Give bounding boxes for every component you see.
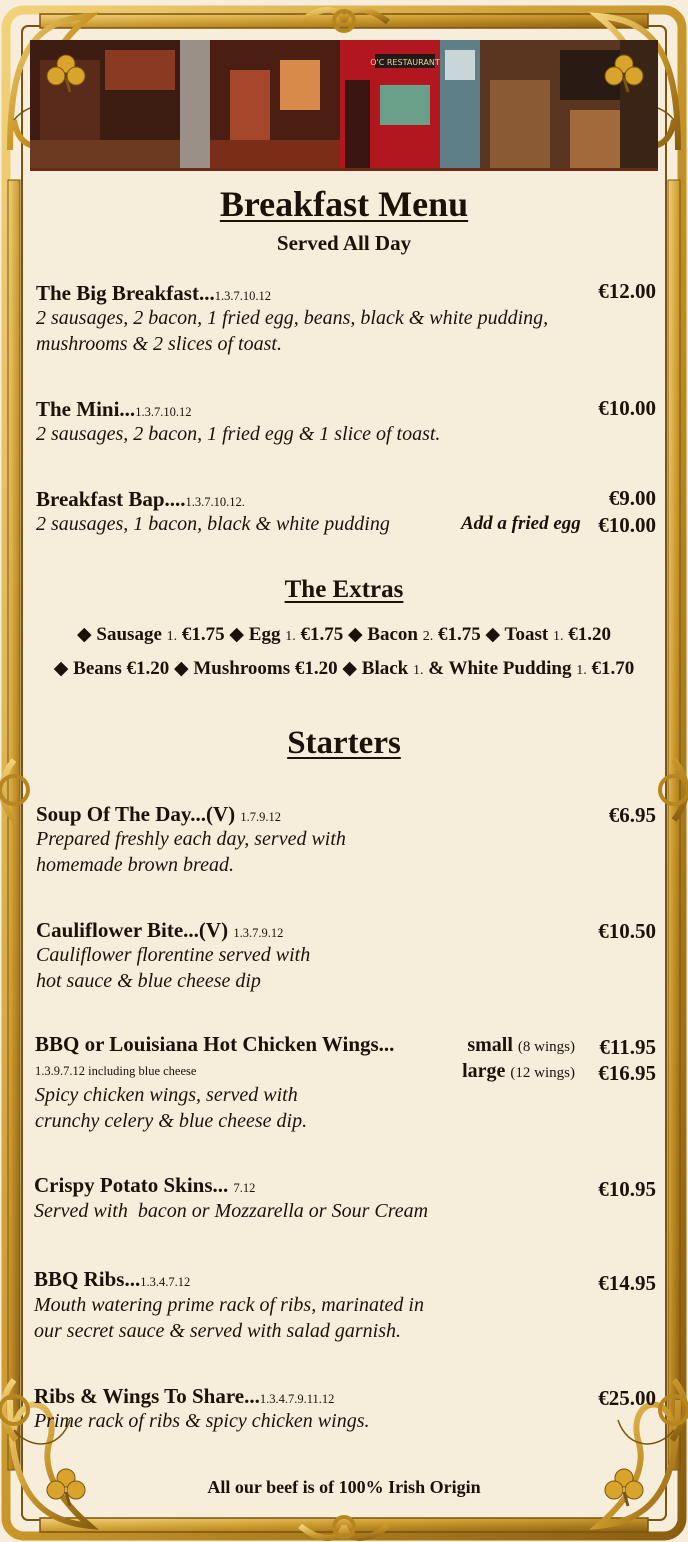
- allergen-codes: 1.7.9.12: [240, 810, 282, 824]
- menu-item-cauliflower-bite: Cauliflower Bite...(V) 1.3.7.9.12: [36, 918, 284, 942]
- addon-price: €10.00: [598, 513, 656, 537]
- price-small: €11.95: [599, 1035, 656, 1059]
- menu-item-soup: Soup Of The Day...(V) 1.7.9.12: [36, 802, 282, 826]
- pub-photo-banner: [30, 40, 658, 171]
- size-large: large (12 wings): [462, 1060, 575, 1082]
- extras-row-2: ◆ Beans €1.20 ◆ Mushrooms €1.20 ◆ Black 1. & White Pudding 1. €1.70: [53, 658, 635, 679]
- allergen-codes: 1.3.7.10.12: [214, 289, 271, 303]
- item-description: hot sauce & blue cheese dip: [36, 970, 261, 992]
- shamrock-icon: [44, 52, 88, 96]
- extras-row-1: ◆ Sausage 1. €1.75 ◆ Egg 1. €1.75 ◆ Bacon 2. €1.75 ◆ Toast 1. €1.20: [77, 624, 611, 645]
- allergen-codes: 7.12: [233, 1181, 256, 1195]
- price: €6.95: [608, 803, 656, 827]
- item-description: homemade brown bread.: [36, 854, 234, 876]
- item-description: Served with bacon or Mozzarella or Sour Cream: [34, 1200, 429, 1222]
- price: €14.95: [598, 1271, 656, 1295]
- addon-label: Add a fried egg: [461, 513, 581, 534]
- footer-note: All our beef is of 100% Irish Origin: [207, 1477, 481, 1497]
- item-description: Mouth watering prime rack of ribs, marinated in: [34, 1294, 424, 1316]
- price: €10.00: [598, 396, 656, 420]
- menu-item-mini: The Mini...1.3.7.10.12: [36, 397, 192, 421]
- item-description: 2 sausages, 2 bacon, 1 fried egg & 1 slice of toast.: [36, 423, 441, 445]
- extras-heading: The Extras: [284, 576, 404, 603]
- allergen-codes: 1.3.7.10.12: [135, 405, 192, 419]
- price: €12.00: [598, 279, 656, 303]
- menu-item-big-breakfast: The Big Breakfast...1.3.7.10.12: [36, 281, 271, 305]
- menu-item-breakfast-bap: Breakfast Bap....1.3.7.10.12.: [36, 487, 245, 511]
- menu-item-ribs-and-wings: Ribs & Wings To Share...1.3.4.7.9.11.12: [34, 1384, 335, 1408]
- price: €10.50: [598, 919, 656, 943]
- item-description: Prepared freshly each day, served with: [36, 828, 346, 850]
- price: €9.00: [608, 486, 656, 510]
- price: €10.95: [598, 1177, 656, 1201]
- allergen-codes: 1.3.9.7.12 including blue cheese: [35, 1064, 197, 1078]
- menu-item-bbq-ribs: BBQ Ribs...1.3.4.7.12: [34, 1267, 191, 1291]
- menu-item-potato-skins: Crispy Potato Skins... 7.12: [34, 1173, 256, 1197]
- item-description: Cauliflower florentine served with: [36, 944, 311, 966]
- page-subtitle: Served All Day: [276, 231, 412, 255]
- allergen-codes: 1.3.4.7.12: [140, 1275, 191, 1289]
- shamrock-icon: [602, 52, 646, 96]
- starters-heading: Starters: [287, 725, 401, 761]
- price-large: €16.95: [598, 1061, 656, 1085]
- price: €25.00: [598, 1386, 656, 1410]
- item-description: 2 sausages, 1 bacon, black & white pudding: [36, 513, 390, 535]
- item-description: Prime rack of ribs & spicy chicken wings.: [34, 1410, 370, 1432]
- item-description: Spicy chicken wings, served with: [35, 1084, 298, 1106]
- allergen-codes: 1.3.4.7.9.11.12: [259, 1392, 335, 1406]
- allergen-codes: 1.3.7.9.12: [233, 926, 284, 940]
- item-description: our secret sauce & served with salad garnish.: [34, 1320, 402, 1342]
- allergen-codes: 1.3.7.10.12.: [185, 495, 245, 509]
- menu-item-chicken-wings: BBQ or Louisiana Hot Chicken Wings...: [35, 1032, 395, 1056]
- size-small: small (8 wings): [467, 1034, 575, 1056]
- item-description: crunchy celery & blue cheese dip.: [35, 1110, 308, 1132]
- page-title: Breakfast Menu: [219, 184, 469, 224]
- shop-sign: O'C RESTAURANT: [370, 58, 440, 67]
- item-description: 2 sausages, 2 bacon, 1 fried egg, beans, black & white pudding, mushrooms & 2 slices of toast.: [36, 307, 549, 355]
